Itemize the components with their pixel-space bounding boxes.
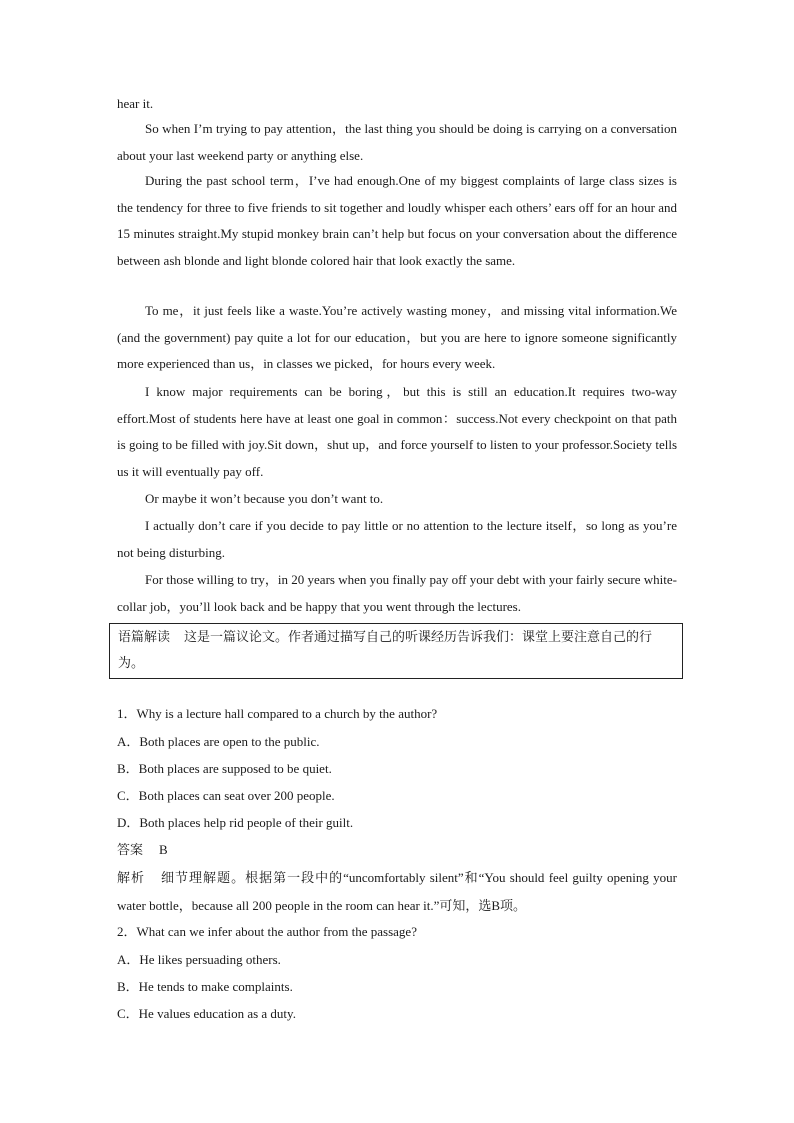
explanation-label: 解析 xyxy=(117,871,146,886)
passage-fragment: hear it. xyxy=(117,96,154,111)
passage-paragraph-5: Or maybe it won’t because you don’t want to. xyxy=(145,491,384,506)
passage-analysis-box xyxy=(109,623,683,679)
question-2-option-a: A．He likes persuading others. xyxy=(117,952,281,967)
passage-paragraph-7: For those willing to try，in 20 years when you finally pay off your debt with your fairly secure white-collar job，you’ll look back and be happy that you went through the lectures. xyxy=(117,572,677,614)
question-2-option-c: C．He values education as a duty. xyxy=(117,1006,296,1021)
question-1-option-d: D．Both places help rid people of their guilt. xyxy=(117,815,354,830)
question-2-stem: 2．What can we infer about the author from the passage? xyxy=(117,924,417,939)
passage-analysis-content xyxy=(118,625,674,677)
question-2-option-b: B．He tends to make complaints. xyxy=(117,979,293,994)
answer-value: B xyxy=(159,842,168,857)
explanation-text: 细节理解题。根据第一段中的“uncomfortably silent”和“You should feel guilty opening your water bottle，because all 200 people in the room can hear it.”可知，选B项。 xyxy=(117,870,677,913)
passage-paragraph-4: I know major requirements can be boring，but this is still an education.It requires two-way effort.Most of students here have at least one goal in common：success.Not every checkpoint on that path is going to be filled with joy.Sit down，shut up，and force yourself to listen to your professor.Society tells us it will eventually pay off. xyxy=(117,384,677,479)
analysis-text: 这是一篇议论文。作者通过描写自己的听课经历告诉我们：课堂上要注意自己的行为。 xyxy=(118,630,653,671)
question-1-explanation xyxy=(117,865,677,919)
passage-paragraph-6: I actually don’t care if you decide to pay little or no attention to the lecture itself，so long as you’re not being disturbing. xyxy=(117,518,677,560)
passage-paragraph-2: During the past school term，I’ve had enough.One of my biggest complaints of large class sizes is the tendency for three to five friends to sit together and loudly whisper each others’ ears off for an hour and 15 minutes straight.My stupid monkey brain can’t help but focus on your conversation about the difference between ash blonde and light blonde colored hair that look exactly the same. xyxy=(117,173,677,268)
answer-label: 答案 xyxy=(117,843,144,858)
passage-paragraph-3: To me，it just feels like a waste.You’re actively wasting money，and missing vital information.We (and the government) pay quite a lot for our education，but you are here to ignore someone significantly more experienced than us，in classes we picked，for hours every week. xyxy=(117,303,677,371)
question-1-option-a: A．Both places are open to the public. xyxy=(117,734,320,749)
analysis-label: 语篇解读 xyxy=(118,630,171,645)
question-1-stem: 1．Why is a lecture hall compared to a church by the author? xyxy=(117,706,438,721)
question-1-answer xyxy=(117,837,168,864)
question-1-option-c: C．Both places can seat over 200 people. xyxy=(117,788,335,803)
passage-paragraph-1: So when I’m trying to pay attention，the last thing you should be doing is carrying on a conversation about your last weekend party or anything else. xyxy=(117,121,677,163)
question-1-option-b: B．Both places are supposed to be quiet. xyxy=(117,761,332,776)
